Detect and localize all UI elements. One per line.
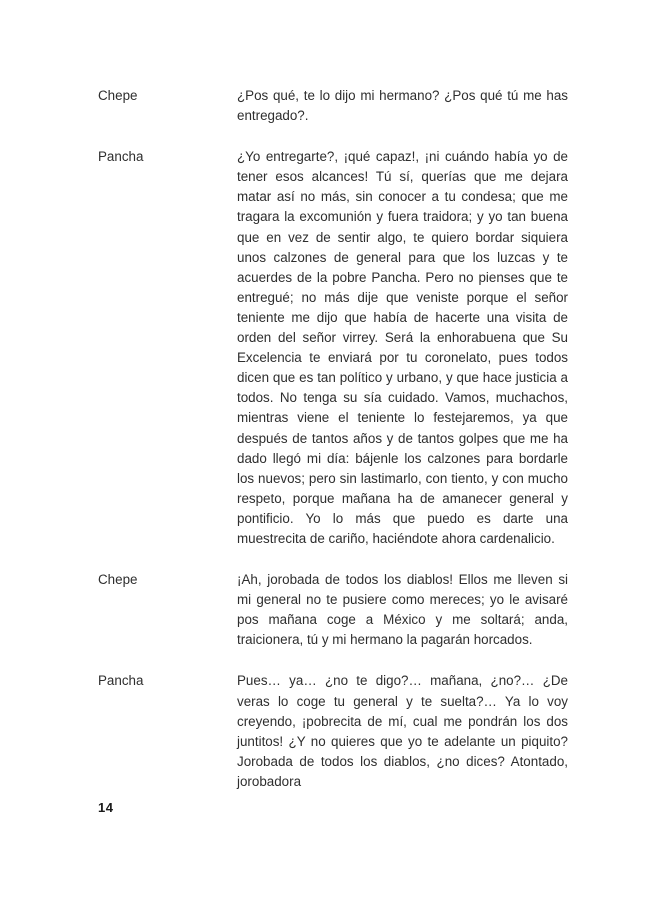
dialogue-entry	[98, 570, 568, 650]
speaker-name: Pancha	[98, 149, 144, 165]
dialogue-line: Pues… ya… ¿no te digo?… mañana, ¿no?… ¿De veras lo coge tu general y te suelta?… Ya lo voy creyendo, ¡pobrecita de mí, cual me pondrán los dos juntitos! ¿Y no quieres que yo te adelante un piquito? Jorobada de todos los diablos, ¿no dices? Atontado, jorobadora	[237, 673, 568, 789]
dialogue-line: ¿Yo entregarte?, ¡qué capaz!, ¡ni cuándo había yo de tener esos alcances! Tú sí, querías que me dejara matar así no más, sin conocer a tu condesa; que me tragara la excomunión y fuera traidora; y yo tan buena que en vez de sentir algo, te quiero bordar siquiera unos calzones de general para que los luzcas y te acuerdes de la pobre Pancha. Pero no pienses que te entregué; no más dije que veniste porque el señor teniente me dijo que había de hacerte una visita de orden del señor virrey. Será la enhorabuena que Su Excelencia te enviará por tu coronelato, pues todos dicen que es tan político y urbano, y que hace justicia a todos. No tenga su sía cuidado. Vamos, muchachos, mientras viene el teniente lo festejaremos, ya que después de tantos años y de tantos golpes que me ha dado llegó mi día: bájenle los calzones para bordarle los nuevos; pero sin lastimarlo, con tiento, y con mucho respeto, porque mañana ha de amanecer general y pontificio. Yo lo más que puedo es darte una muestrecita de cariño, haciéndote ahora cardenalicio.	[237, 149, 568, 546]
page-number: 14	[98, 800, 114, 815]
dialogue-line: ¡Ah, jorobada de todos los diablos! Ellos me lleven si mi general no te pusiere como mereces; yo le avisaré pos mañana coge a México y me soltará; anda, traicionera, tú y mi hermano la pagarán horcados.	[237, 572, 568, 648]
dialogue-entry	[98, 86, 568, 126]
speaker-name: Chepe	[98, 88, 138, 103]
dialogue-block	[98, 86, 568, 792]
dialogue-entry	[98, 671, 568, 792]
dialogue-entry	[98, 147, 568, 549]
speaker-name: Pancha	[98, 673, 144, 689]
speaker-name: Chepe	[98, 572, 138, 588]
dialogue-line: ¿Pos qué, te lo dijo mi hermano? ¿Pos qué tú me has entregado?.	[237, 88, 568, 124]
